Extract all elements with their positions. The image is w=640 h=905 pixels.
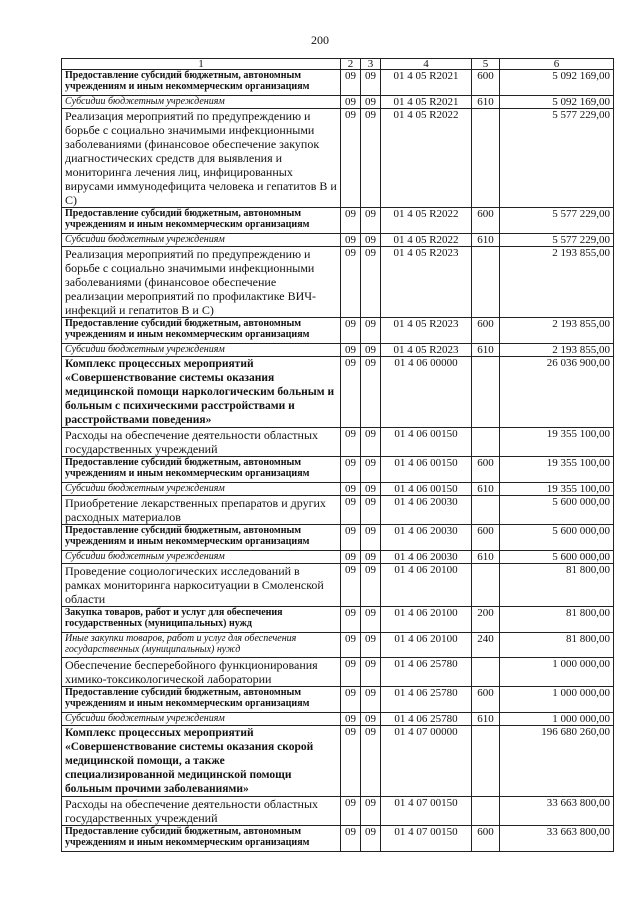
expense-type-code: 600	[472, 826, 500, 852]
amount: 5 600 000,00	[500, 551, 614, 564]
table-row	[62, 344, 614, 357]
table-row	[62, 428, 614, 457]
expense-type-code	[472, 496, 500, 525]
table-row	[62, 457, 614, 483]
subsection-code: 09	[361, 607, 381, 633]
amount: 1 000 000,00	[500, 687, 614, 713]
row-description: Субсидии бюджетным учреждениям	[62, 713, 341, 726]
section-code: 09	[341, 551, 361, 564]
table-row	[62, 496, 614, 525]
expense-type-code: 600	[472, 525, 500, 551]
target-article-code: 01 4 07 00000	[381, 726, 472, 797]
target-article-code: 01 4 06 00150	[381, 483, 472, 496]
target-article-code: 01 4 06 25780	[381, 687, 472, 713]
expense-type-code: 610	[472, 344, 500, 357]
subsection-code: 09	[361, 564, 381, 607]
target-article-code: 01 4 05 R2023	[381, 344, 472, 357]
amount: 196 680 260,00	[500, 726, 614, 797]
column-header: 3	[361, 59, 381, 70]
target-article-code: 01 4 06 20100	[381, 564, 472, 607]
row-description: Предоставление субсидий бюджетным, автономным учреждениям и иным некоммерческим организациям	[62, 826, 341, 852]
section-code: 09	[341, 109, 361, 208]
target-article-code: 01 4 06 20100	[381, 633, 472, 658]
row-description: Обеспечение бесперебойного функционирования химико-токсикологической лаборатории	[62, 658, 341, 687]
row-description: Комплекс процессных мероприятий «Совершенствование системы оказания скорой медицинской помощи, а также специализированной медицинской помощи больным прочими заболеваниями»	[62, 726, 341, 797]
table-row	[62, 70, 614, 96]
expense-type-code: 600	[472, 457, 500, 483]
section-code: 09	[341, 70, 361, 96]
expense-type-code: 610	[472, 483, 500, 496]
table-row	[62, 633, 614, 658]
row-description: Расходы на обеспечение деятельности областных государственных учреждений	[62, 797, 341, 826]
table-row	[62, 208, 614, 234]
subsection-code: 09	[361, 109, 381, 208]
table-row	[62, 234, 614, 247]
section-code: 09	[341, 357, 361, 428]
subsection-code: 09	[361, 826, 381, 852]
subsection-code: 09	[361, 797, 381, 826]
target-article-code: 01 4 07 00150	[381, 797, 472, 826]
column-header: 1	[62, 59, 341, 70]
amount: 2 193 855,00	[500, 318, 614, 344]
target-article-code: 01 4 06 20030	[381, 496, 472, 525]
table-row	[62, 483, 614, 496]
amount: 19 355 100,00	[500, 483, 614, 496]
expense-type-code: 600	[472, 70, 500, 96]
section-code: 09	[341, 318, 361, 344]
amount: 26 036 900,00	[500, 357, 614, 428]
subsection-code: 09	[361, 687, 381, 713]
row-description: Субсидии бюджетным учреждениям	[62, 551, 341, 564]
subsection-code: 09	[361, 726, 381, 797]
section-code: 09	[341, 797, 361, 826]
amount: 19 355 100,00	[500, 457, 614, 483]
table-row	[62, 726, 614, 797]
section-code: 09	[341, 344, 361, 357]
section-code: 09	[341, 726, 361, 797]
subsection-code: 09	[361, 318, 381, 344]
section-code: 09	[341, 564, 361, 607]
target-article-code: 01 4 06 00000	[381, 357, 472, 428]
section-code: 09	[341, 713, 361, 726]
row-description: Иные закупки товаров, работ и услуг для обеспечения государственных (муниципальных) нужд	[62, 633, 341, 658]
expense-type-code	[472, 247, 500, 318]
expense-type-code: 610	[472, 713, 500, 726]
amount: 33 663 800,00	[500, 797, 614, 826]
subsection-code: 09	[361, 428, 381, 457]
target-article-code: 01 4 06 20100	[381, 607, 472, 633]
table-row	[62, 797, 614, 826]
table-header-row	[62, 59, 614, 70]
target-article-code: 01 4 05 R2022	[381, 109, 472, 208]
expense-type-code	[472, 797, 500, 826]
column-header: 2	[341, 59, 361, 70]
amount: 81 800,00	[500, 633, 614, 658]
amount: 5 577 229,00	[500, 109, 614, 208]
amount: 81 800,00	[500, 564, 614, 607]
target-article-code: 01 4 05 R2023	[381, 247, 472, 318]
subsection-code: 09	[361, 483, 381, 496]
subsection-code: 09	[361, 247, 381, 318]
row-description: Расходы на обеспечение деятельности областных государственных учреждений	[62, 428, 341, 457]
table-row	[62, 564, 614, 607]
amount: 5 092 169,00	[500, 96, 614, 109]
row-description: Предоставление субсидий бюджетным, автономным учреждениям и иным некоммерческим организациям	[62, 70, 341, 96]
table-row	[62, 357, 614, 428]
row-description: Субсидии бюджетным учреждениям	[62, 234, 341, 247]
table-row	[62, 658, 614, 687]
target-article-code: 01 4 06 00150	[381, 428, 472, 457]
amount: 5 092 169,00	[500, 70, 614, 96]
page-number: 200	[311, 33, 329, 47]
expense-type-code: 600	[472, 687, 500, 713]
section-code: 09	[341, 96, 361, 109]
expense-type-code: 610	[472, 234, 500, 247]
expense-type-code	[472, 357, 500, 428]
target-article-code: 01 4 05 R2021	[381, 70, 472, 96]
row-description: Реализация мероприятий по предупреждению и борьбе с социально значимыми инфекционными заболеваниями (финансовое обеспечение реализации мероприятий по профилактике ВИЧ-инфекций и гепатитов В и С)	[62, 247, 341, 318]
target-article-code: 01 4 06 00150	[381, 457, 472, 483]
section-code: 09	[341, 525, 361, 551]
subsection-code: 09	[361, 357, 381, 428]
subsection-code: 09	[361, 344, 381, 357]
target-article-code: 01 4 06 25780	[381, 713, 472, 726]
subsection-code: 09	[361, 633, 381, 658]
subsection-code: 09	[361, 70, 381, 96]
budget-table	[61, 58, 614, 852]
target-article-code: 01 4 05 R2023	[381, 318, 472, 344]
expense-type-code: 240	[472, 633, 500, 658]
target-article-code: 01 4 07 00150	[381, 826, 472, 852]
subsection-code: 09	[361, 525, 381, 551]
row-description: Проведение социологических исследований в рамках мониторинга наркоситуации в Смоленской области	[62, 564, 341, 607]
amount: 19 355 100,00	[500, 428, 614, 457]
section-code: 09	[341, 687, 361, 713]
section-code: 09	[341, 658, 361, 687]
subsection-code: 09	[361, 208, 381, 234]
section-code: 09	[341, 457, 361, 483]
table-row	[62, 607, 614, 633]
section-code: 09	[341, 234, 361, 247]
column-header: 4	[381, 59, 472, 70]
row-description: Субсидии бюджетным учреждениям	[62, 96, 341, 109]
row-description: Предоставление субсидий бюджетным, автономным учреждениям и иным некоммерческим организациям	[62, 318, 341, 344]
table-row	[62, 687, 614, 713]
amount: 2 193 855,00	[500, 247, 614, 318]
row-description: Субсидии бюджетным учреждениям	[62, 344, 341, 357]
section-code: 09	[341, 607, 361, 633]
subsection-code: 09	[361, 713, 381, 726]
table-row	[62, 318, 614, 344]
table-row	[62, 96, 614, 109]
expense-type-code: 610	[472, 551, 500, 564]
amount: 5 577 229,00	[500, 234, 614, 247]
expense-type-code	[472, 564, 500, 607]
expense-type-code: 200	[472, 607, 500, 633]
expense-type-code	[472, 109, 500, 208]
row-description: Комплекс процессных мероприятий «Совершенствование системы оказания медицинской помощи наркологическим больным и больным с психическими расстройствами и расстройствами поведения»	[62, 357, 341, 428]
subsection-code: 09	[361, 658, 381, 687]
section-code: 09	[341, 428, 361, 457]
amount: 33 663 800,00	[500, 826, 614, 852]
table-row	[62, 713, 614, 726]
subsection-code: 09	[361, 234, 381, 247]
amount: 5 600 000,00	[500, 525, 614, 551]
table-row	[62, 826, 614, 852]
expense-type-code: 610	[472, 96, 500, 109]
section-code: 09	[341, 496, 361, 525]
row-description: Предоставление субсидий бюджетным, автономным учреждениям и иным некоммерческим организациям	[62, 687, 341, 713]
expense-type-code	[472, 428, 500, 457]
section-code: 09	[341, 483, 361, 496]
target-article-code: 01 4 05 R2022	[381, 234, 472, 247]
row-description: Предоставление субсидий бюджетным, автономным учреждениям и иным некоммерческим организациям	[62, 208, 341, 234]
section-code: 09	[341, 247, 361, 318]
target-article-code: 01 4 06 20030	[381, 525, 472, 551]
row-description: Предоставление субсидий бюджетным, автономным учреждениям и иным некоммерческим организациям	[62, 457, 341, 483]
target-article-code: 01 4 05 R2021	[381, 96, 472, 109]
amount: 5 600 000,00	[500, 496, 614, 525]
subsection-code: 09	[361, 96, 381, 109]
table-row	[62, 247, 614, 318]
section-code: 09	[341, 208, 361, 234]
row-description: Приобретение лекарственных препаратов и других расходных материалов	[62, 496, 341, 525]
target-article-code: 01 4 06 20030	[381, 551, 472, 564]
subsection-code: 09	[361, 457, 381, 483]
target-article-code: 01 4 05 R2022	[381, 208, 472, 234]
row-description: Реализация мероприятий по предупреждению и борьбе с социально значимыми инфекционными заболеваниями (финансовое обеспечение закупок диагностических средств для выявления и мониторинга лечения лиц, инфицированных вирусами иммунодефицита человека и гепатитов В и С)	[62, 109, 341, 208]
expense-type-code	[472, 658, 500, 687]
expense-type-code	[472, 726, 500, 797]
row-description: Закупка товаров, работ и услуг для обеспечения государственных (муниципальных) нужд	[62, 607, 341, 633]
subsection-code: 09	[361, 496, 381, 525]
section-code: 09	[341, 633, 361, 658]
amount: 5 577 229,00	[500, 208, 614, 234]
table-row	[62, 551, 614, 564]
expense-type-code: 600	[472, 318, 500, 344]
amount: 1 000 000,00	[500, 658, 614, 687]
target-article-code: 01 4 06 25780	[381, 658, 472, 687]
amount: 81 800,00	[500, 607, 614, 633]
section-code: 09	[341, 826, 361, 852]
column-header: 5	[472, 59, 500, 70]
row-description: Субсидии бюджетным учреждениям	[62, 483, 341, 496]
amount: 2 193 855,00	[500, 344, 614, 357]
table-row	[62, 525, 614, 551]
table-body	[62, 70, 614, 852]
table-row	[62, 109, 614, 208]
row-description: Предоставление субсидий бюджетным, автономным учреждениям и иным некоммерческим организациям	[62, 525, 341, 551]
subsection-code: 09	[361, 551, 381, 564]
amount: 1 000 000,00	[500, 713, 614, 726]
column-header: 6	[500, 59, 614, 70]
expense-type-code: 600	[472, 208, 500, 234]
